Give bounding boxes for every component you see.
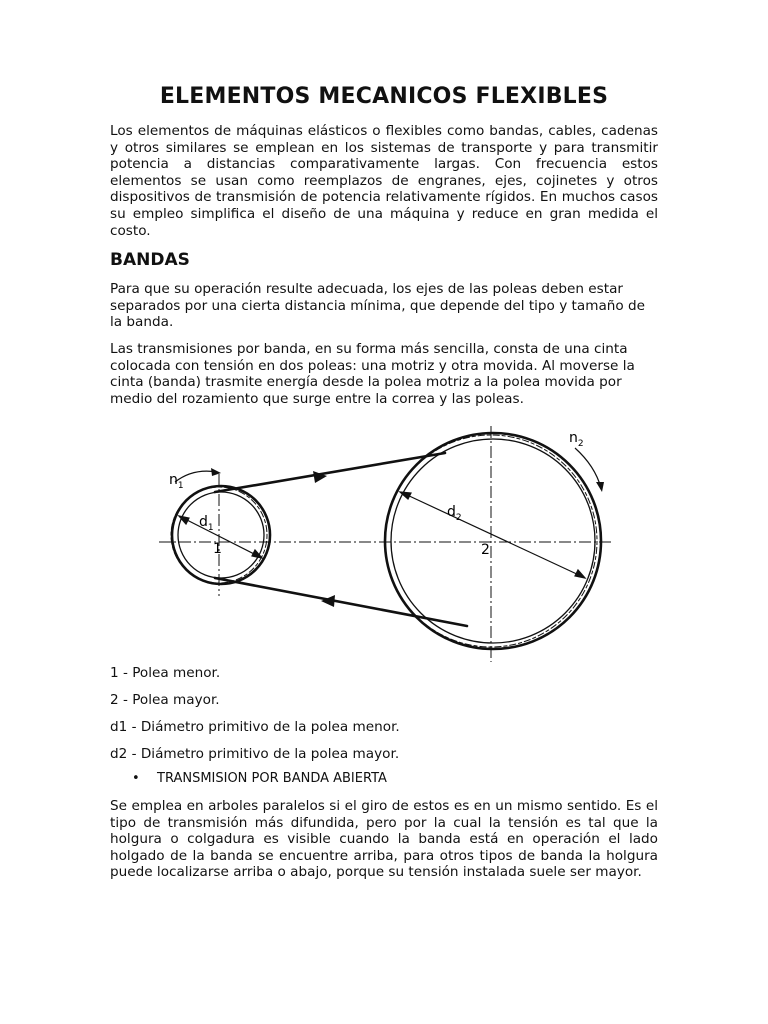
d2-arrow-head-right [575, 570, 585, 578]
belt-lower-direction-arrow [321, 595, 335, 607]
small-pulley-outer [172, 486, 270, 584]
bullet-item-banda-abierta: TRANSMISION POR BANDA ABIERTA [157, 771, 387, 786]
legend-item-polea-mayor: 2 - Polea mayor. [110, 692, 220, 708]
legend-item-polea-menor: 1 - Polea menor. [110, 665, 221, 681]
large-pulley-inner [391, 439, 595, 643]
small-pulley-inner [178, 492, 264, 578]
bullet-marker: • [132, 771, 140, 786]
belt-lower-span [215, 578, 467, 626]
document-title: ELEMENTOS MECANICOS FLEXIBLES [159, 84, 609, 109]
large-pulley-center-label: 2 [481, 542, 490, 558]
n1-label: $n_1$ [169, 472, 184, 491]
legend-item-d1: d1 - Diámetro primitivo de la polea menor. [110, 719, 400, 735]
paragraph-banda-abierta: Se emplea en arboles paralelos si el giro de estos es en un mismo sentido. Es el tipo de transmisión más difundida, pero por la cual la tensión es tal que la holgura o colgadura es visible cuando la banda está en operación el lado holgado de la banda se encuentre arriba, para otros tipos de banda la holgura puede localizarse arriba o abajo, porque su tensión instalada suele ser mayor. [110, 798, 658, 881]
section-heading-bandas: BANDAS [110, 250, 190, 270]
n2-label: $n_2$ [569, 430, 584, 449]
paragraph-separacion: Para que su operación resulte adecuada, los ejes de las poleas deben estar separados por una cierta distancia mínima, que depende del tipo y tamaño de la banda. [110, 281, 646, 331]
belt-drive-diagram [155, 426, 615, 662]
legend-item-d2: d2 - Diámetro primitivo de la polea mayor. [110, 746, 400, 762]
d2-diameter-line [405, 494, 581, 576]
paragraph-transmision: Las transmisiones por banda, en su forma más sencilla, consta de una cinta colocada con tensión en dos poleas: una motriz y otra movida. Al moverse la cinta (banda) trasmite energía desde la polea motriz a la polea movida por medio del rozamiento que surge entre la correa y las poleas. [110, 341, 635, 407]
small-pulley-center-label: 1 [213, 541, 222, 557]
d1-label: $d_1$ [199, 514, 214, 533]
n2-rotation-arrow-head [596, 482, 604, 492]
d2-label: $d_2$ [447, 504, 462, 523]
intro-paragraph: Los elementos de máquinas elásticos o flexibles como bandas, cables, cadenas y otros similares se emplean en los sistemas de transporte y para transmitir potencia a distancias comparativamente largas. Con frecuencia estos elementos se usan como reemplazos de engranes, ejes, cojinetes y otros dispositivos de transmisión de potencia relativamente rígidos. En muchos casos su empleo simplifica el diseño de una máquina y reduce en gran medida el costo. [110, 123, 658, 239]
